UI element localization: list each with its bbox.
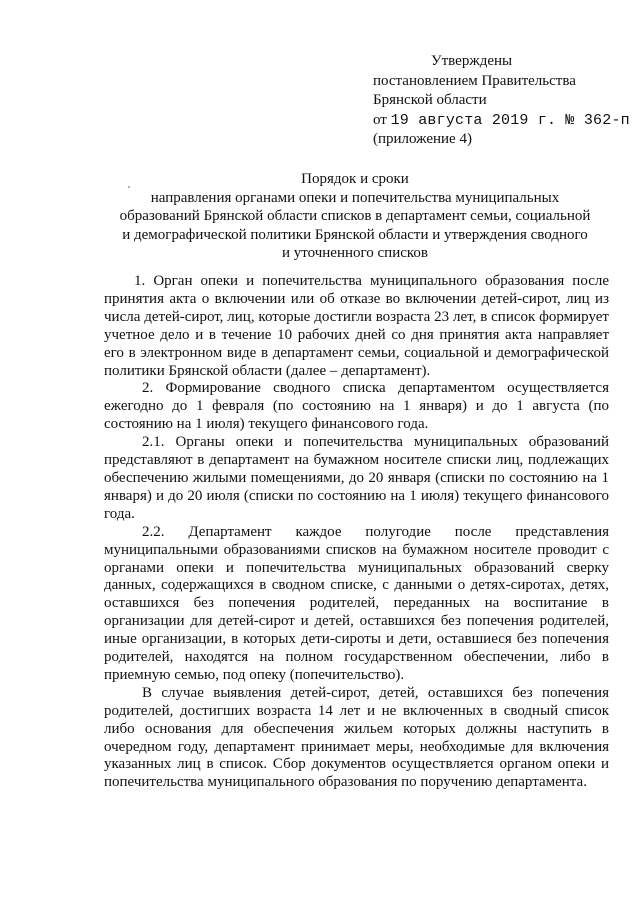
paragraph-2-2: 2.2. Департамент каждое полугодие после представления муниципальными образованиями списков на бумажном носителе проводит с органами опеки и попечительства муниципальных образований сверку данных, содержащихся в сводном списке, с данными о детях-сиротах, детях, оставшихся без попечения родителей, переданных на воспитание в организации для детей-сирот и детей, оставшихся без попечения родителей, иные организации, в которых дети-сироты и дети, оставшиеся без попечения родителей, находятся на полном государственном обеспечении, либо в приемную семью, под опеку (попечительство). — [104, 523, 609, 683]
approval-date-number: 19 августа 2019 г. № 362-п — [390, 111, 630, 129]
approval-date-prefix: от — [373, 111, 391, 128]
title-line-2: направления органами опеки и попечительства муниципальных — [150, 189, 560, 206]
approval-region-line: Брянской области — [373, 92, 487, 108]
document-body — [104, 273, 609, 792]
approval-decree-line: постановлением Правительства — [373, 72, 576, 89]
approval-appendix-line: (приложение 4) — [373, 131, 472, 147]
approval-heading: Утверждены — [431, 53, 513, 69]
paragraph-2-2-continued: В случае выявления детей-сирот, детей, оставшихся без попечения родителей, достигших возраста 14 лет и не включенных в сводный список либо основания для обеспечения жильем которых должны наступить в очередном году, департамент принимает меры, необходимые для включения указанных лиц в список. Сбор документов осуществляется органом опеки и попечительства муниципального образования по поручению департамента. — [104, 684, 609, 791]
paragraph-1: 1. Орган опеки и попечительства муниципального образования после принятия акта о включении или об отказе во включении детей-сирот, лиц из числа детей-сирот, лиц, которые достигли возраста 23 лет, в список формирует учетное дело и в течение 10 рабочих дней со дня принятия акта направляет его в электронном виде в департамент семьи, социальной и демографической политики Брянской области (далее – департамент). — [104, 273, 609, 379]
paragraph-2: 2. Формирование сводного списка департаментом осуществляется ежегодно до 1 февраля (по состоянию на 1 января) и до 1 августа (по состоянию на 1 июля) текущего финансового года. — [104, 380, 609, 433]
title-line-3: образований Брянской области списков в департамент семьи, социальной — [119, 208, 591, 224]
title-line-5: и уточненного списков — [281, 245, 429, 261]
approval-block — [373, 52, 630, 150]
title-line-1: Порядок и сроки — [301, 171, 409, 187]
title-line-4: и демографической политики Брянской области и утверждения сводного — [122, 226, 588, 243]
paragraph-2-1: 2.1. Органы опеки и попечительства муниципальных образований представляют в департамент на бумажном носителе списки лиц, подлежащих обеспечению жилыми помещениями, до 20 января (списки по состоянию на 1 января) и до 20 июля (списки по состоянию на 1 июля) текущего финансового года. — [104, 434, 609, 522]
approval-date-line — [373, 111, 630, 131]
document-title — [100, 170, 610, 263]
